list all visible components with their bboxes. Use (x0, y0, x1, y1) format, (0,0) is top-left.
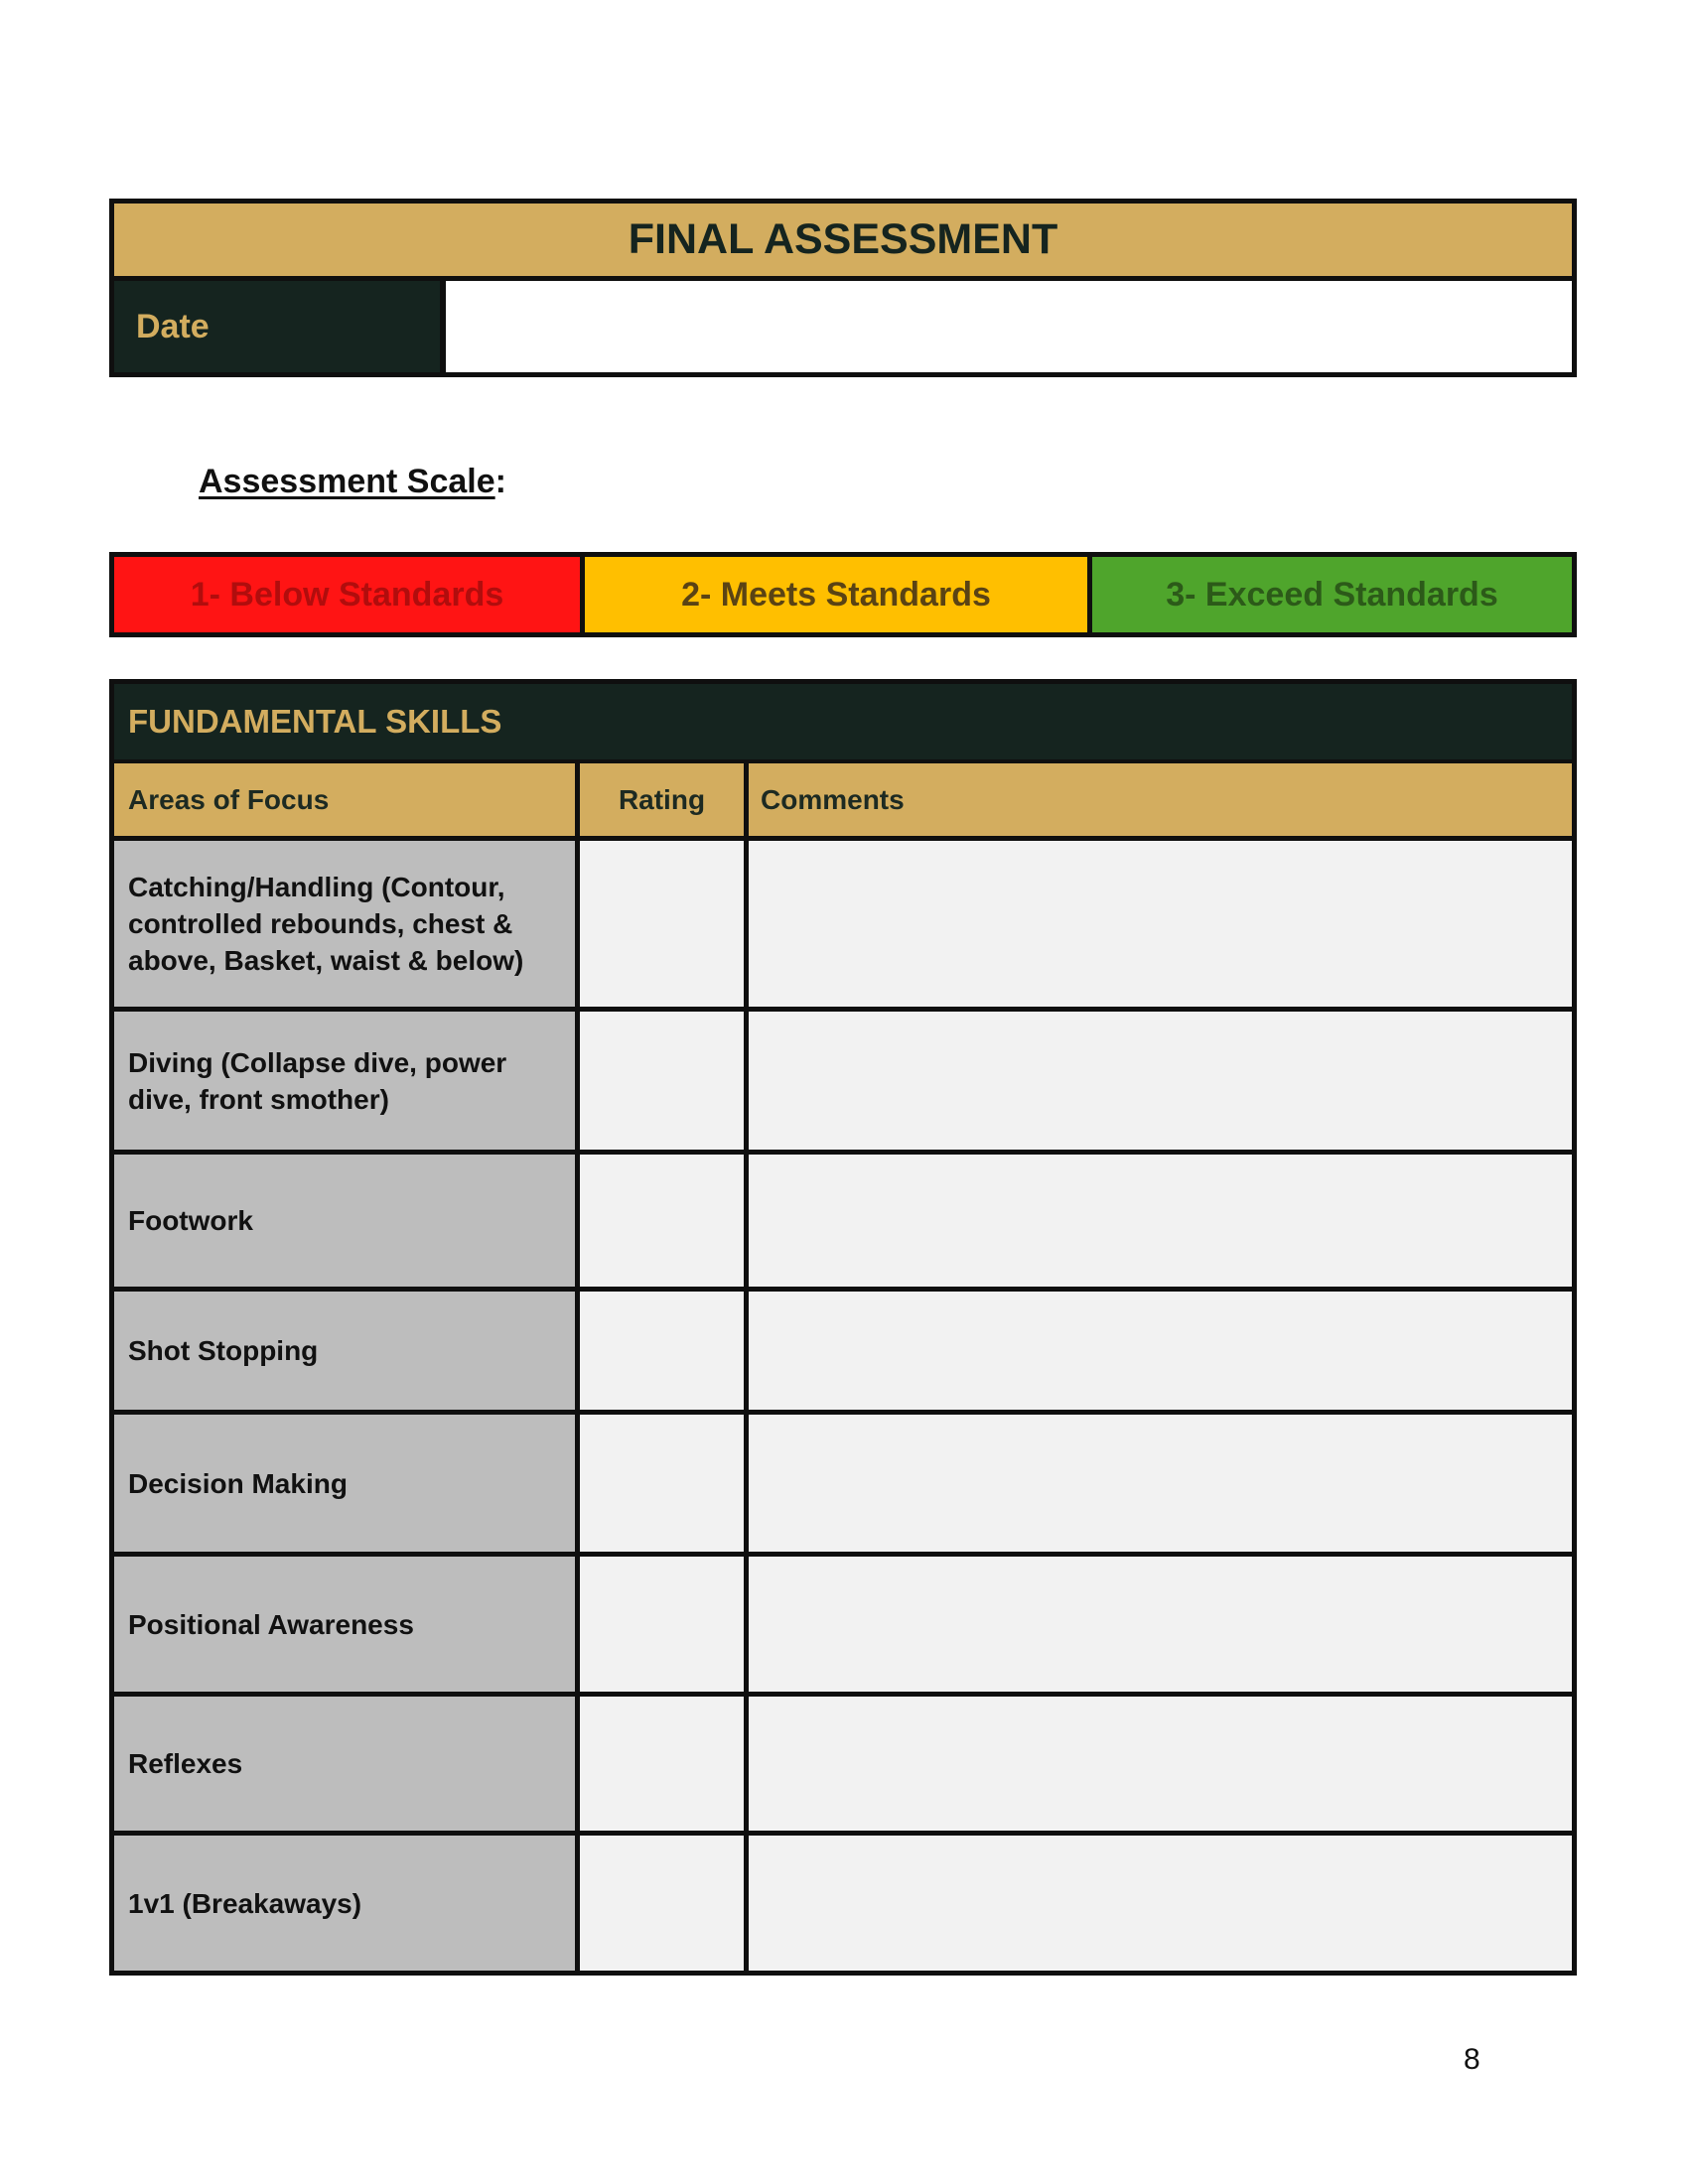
scale-meets-standards: 2- Meets Standards (585, 557, 1092, 632)
rating-cell[interactable] (580, 1292, 749, 1410)
page-title: FINAL ASSESSMENT (114, 204, 1572, 281)
skill-name: Catching/Handling (Contour, controlled rebounds, chest & above, Basket, waist & below) (114, 841, 580, 1007)
assessment-scale-heading-colon: : (494, 463, 506, 500)
date-row (114, 281, 1572, 372)
rating-cell[interactable] (580, 1155, 749, 1287)
assessment-scale-legend (109, 552, 1577, 637)
table-row (114, 1415, 1572, 1557)
skill-name: Decision Making (114, 1415, 580, 1552)
skill-name: 1v1 (Breakaways) (114, 1836, 580, 1971)
comments-cell[interactable] (749, 1155, 1572, 1287)
assessment-scale-heading-text: Assessment Scale (199, 463, 495, 500)
rating-cell[interactable] (580, 1415, 749, 1552)
fundamental-skills-table (109, 679, 1577, 1976)
date-field[interactable] (446, 281, 1572, 372)
assessment-scale-heading (199, 463, 506, 501)
skill-name: Positional Awareness (114, 1557, 580, 1692)
rating-cell[interactable] (580, 1557, 749, 1692)
skill-name: Reflexes (114, 1697, 580, 1831)
column-header-focus: Areas of Focus (114, 763, 580, 836)
column-header-comments: Comments (749, 763, 1572, 836)
scale-below-standards: 1- Below Standards (114, 557, 585, 632)
scale-exceed-standards: 3- Exceed Standards (1092, 557, 1572, 632)
table-row (114, 1155, 1572, 1292)
rating-cell[interactable] (580, 1012, 749, 1150)
rating-cell[interactable] (580, 1836, 749, 1971)
date-label: Date (114, 281, 446, 372)
comments-cell[interactable] (749, 1557, 1572, 1692)
comments-cell[interactable] (749, 1697, 1572, 1831)
rating-cell[interactable] (580, 841, 749, 1007)
skill-name: Diving (Collapse dive, power dive, front smother) (114, 1012, 580, 1150)
table-row (114, 1012, 1572, 1155)
table-row (114, 1557, 1572, 1697)
column-header-rating: Rating (580, 763, 749, 836)
skill-name: Shot Stopping (114, 1292, 580, 1410)
comments-cell[interactable] (749, 1836, 1572, 1971)
page-number: 8 (1464, 2043, 1480, 2076)
rating-cell[interactable] (580, 1697, 749, 1831)
final-assessment-header (109, 199, 1577, 377)
skills-table-title: FUNDAMENTAL SKILLS (114, 684, 1572, 763)
table-header-row (114, 763, 1572, 841)
comments-cell[interactable] (749, 1012, 1572, 1150)
table-row (114, 1292, 1572, 1415)
skill-name: Footwork (114, 1155, 580, 1287)
table-row (114, 1836, 1572, 1971)
comments-cell[interactable] (749, 841, 1572, 1007)
comments-cell[interactable] (749, 1292, 1572, 1410)
table-row (114, 841, 1572, 1012)
comments-cell[interactable] (749, 1415, 1572, 1552)
table-row (114, 1697, 1572, 1836)
